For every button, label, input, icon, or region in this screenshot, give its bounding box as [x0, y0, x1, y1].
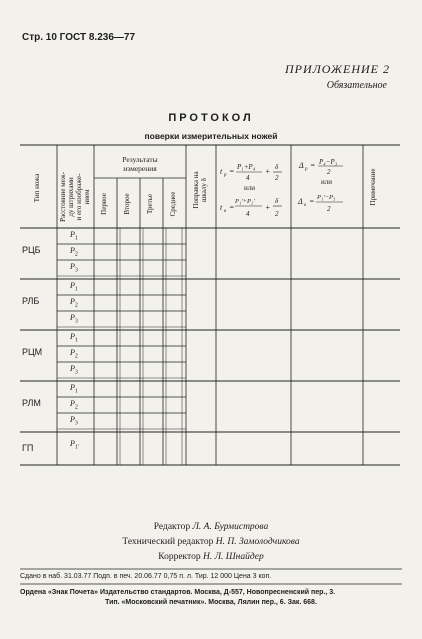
distance-label: P [70, 332, 75, 341]
distance-label: P [70, 438, 75, 448]
distance-label: P [70, 246, 75, 255]
svg-text:в: в [304, 203, 307, 208]
svg-text:4: 4 [246, 174, 250, 182]
distance-index: 2 [74, 353, 78, 360]
distance-label: P [70, 348, 75, 357]
distance-label: P [70, 364, 75, 373]
page-header: Стр. 10 ГОСТ 8.236—77 [22, 32, 136, 43]
corrector-name: Н. Л. Шнайдер [202, 552, 264, 562]
svg-text:P₁+P₄: P₁+P₄ [237, 163, 256, 171]
svg-text:t: t [220, 203, 223, 212]
formula-t-or: или [244, 184, 255, 192]
tech-editor-name: Н. П. Замолодчикова [215, 537, 300, 547]
header-first: Первое [100, 193, 108, 215]
knife-type-label: РЦБ [22, 245, 41, 255]
svg-text:P₁′−P₃: P₁′−P₃ [317, 194, 336, 201]
header-third: Третье [146, 194, 154, 214]
knife-type-label: РЛБ [22, 296, 40, 306]
printer-info: Тип. «Московский печатник». Москва, Лялин пер., 6. Зак. 668. [105, 599, 317, 606]
svg-text:=: = [309, 197, 315, 206]
tech-editor-role: Технический редактор [122, 537, 214, 547]
distance-index: 2 [74, 404, 78, 411]
distance-index: 2 [74, 251, 78, 258]
distance-index: 1 [74, 235, 78, 242]
protocol-title: ПРОТОКОЛ [168, 112, 254, 124]
editor-name: Л. А. Бурмистрова [192, 522, 269, 532]
distance-index: 3 [74, 318, 78, 325]
svg-text:4: 4 [246, 210, 250, 218]
distance-label: P [70, 383, 75, 392]
distance-index: 2 [74, 302, 78, 309]
distance-label: P [70, 230, 75, 239]
svg-text:t: t [220, 167, 223, 176]
print-info: Сдано в наб. 31.03.77 Подп. в печ. 20.06.77 0,75 п. л. Тир. 12 000 Цена 3 коп. [20, 573, 272, 580]
formula-delta-or: или [321, 178, 332, 186]
svg-text:=: = [310, 161, 316, 170]
knife-type-label: РЦМ [22, 347, 43, 357]
distance-index: 1 [74, 388, 78, 395]
knife-type-label: ГП [22, 442, 34, 453]
distance-label: P [70, 281, 75, 290]
header-correction: Поправка на шкалу δ [192, 171, 208, 209]
corrector-role: Корректор [158, 552, 201, 562]
distance-label: P [70, 262, 75, 271]
svg-text:P₁′+P₂′: P₁′+P₂′ [235, 198, 255, 205]
header-knife-type: Тип ножа [33, 173, 41, 203]
svg-text:δ: δ [275, 197, 279, 205]
svg-text:Δ: Δ [299, 161, 304, 170]
distance-index: 1' [74, 444, 79, 451]
header-second: Второе [123, 193, 131, 215]
header-mean: Среднее [169, 191, 177, 217]
svg-text:δ: δ [275, 163, 279, 171]
publisher-info: Ордена «Знак Почета» Издательство стандартов. Москва, Д-557, Новопресненский пер., 3. [20, 589, 336, 596]
svg-text:+: + [265, 203, 271, 212]
svg-text:=: = [229, 203, 235, 212]
svg-text:Δ: Δ [298, 197, 303, 206]
svg-text:+: + [265, 167, 271, 176]
appendix-title: ПРИЛОЖЕНИЕ 2 [285, 62, 390, 76]
header-results: Результаты измерения [122, 155, 158, 173]
svg-text:P₄−P₃: P₄−P₃ [319, 158, 338, 166]
svg-text:2: 2 [327, 168, 331, 176]
distance-index: 1 [74, 286, 78, 293]
distance-label: P [70, 297, 75, 306]
knife-type-label: РЛМ [22, 398, 41, 408]
distance-index: 1 [74, 337, 78, 344]
distance-index: 3 [74, 267, 78, 274]
distance-label: P [70, 415, 75, 424]
svg-text:=: = [229, 167, 235, 176]
distance-label: P [70, 313, 75, 322]
appendix-subtitle: Обязательное [326, 80, 387, 91]
distance-index: 3 [74, 369, 78, 376]
distance-label: P [70, 399, 75, 408]
header-distance: Расстояние меж- ду штрихами и его изображе- нием [59, 172, 91, 222]
svg-text:2: 2 [327, 205, 331, 213]
editor-role: Редактор [153, 522, 191, 532]
svg-text:в: в [224, 209, 227, 214]
svg-text:2: 2 [275, 174, 279, 182]
svg-text:р: р [305, 167, 308, 172]
svg-text:2: 2 [275, 210, 279, 218]
header-note: Примечание [369, 168, 377, 206]
svg-text:р: р [224, 173, 227, 178]
distance-index: 3 [74, 420, 78, 427]
protocol-subtitle: поверки измерительных ножей [144, 131, 278, 141]
